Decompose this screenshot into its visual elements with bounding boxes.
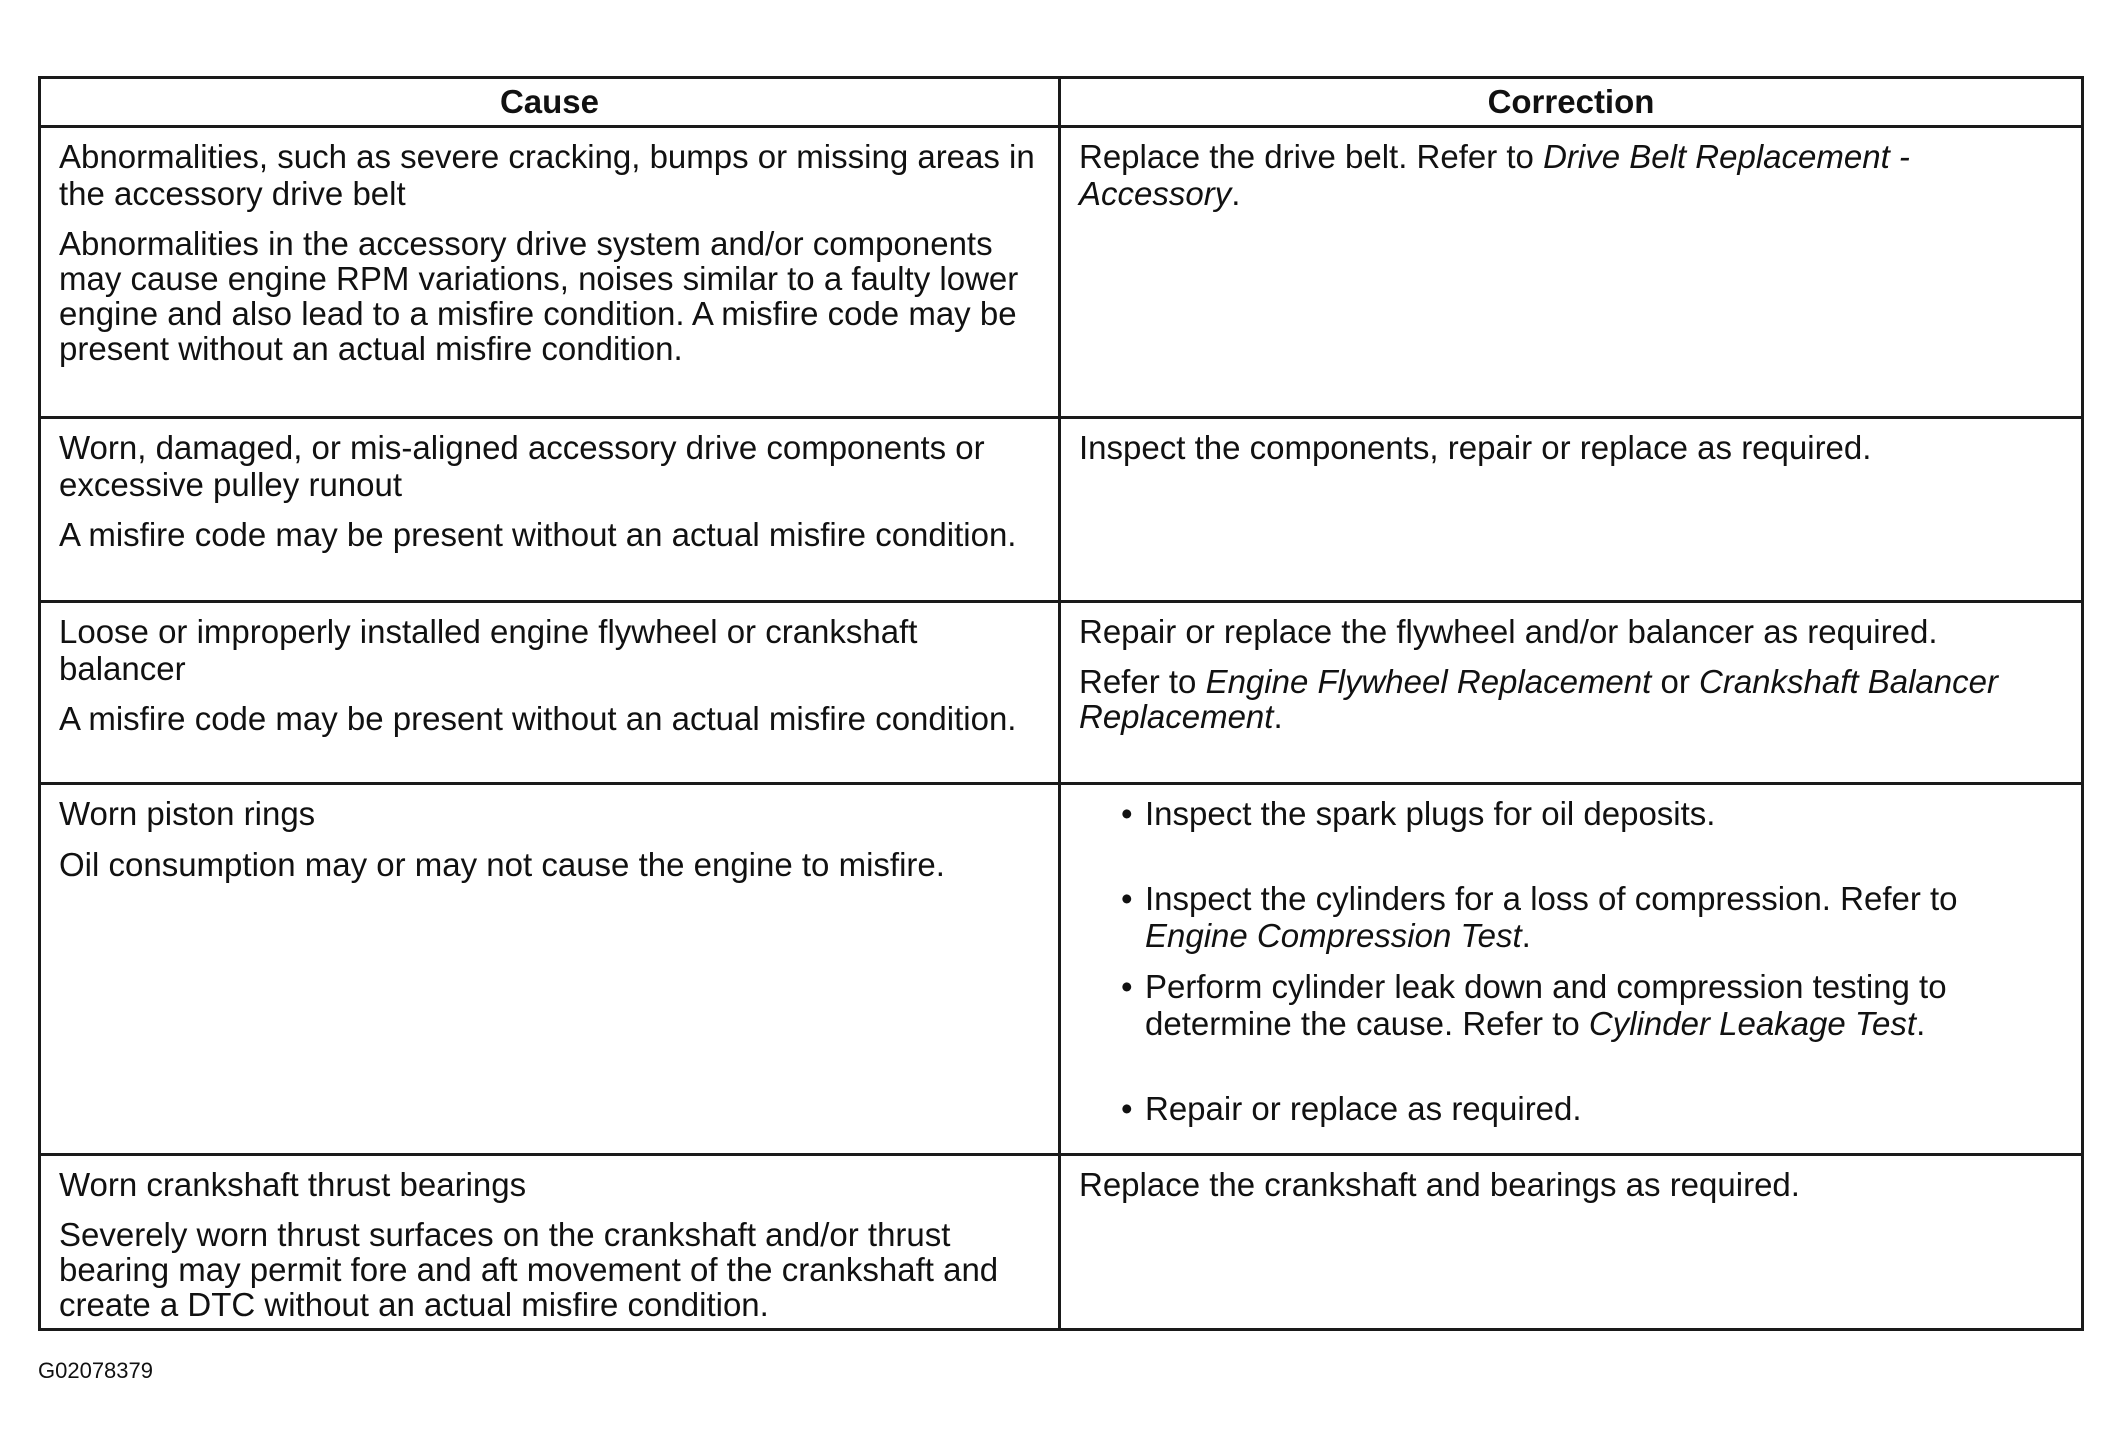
cause-note: A misfire code may be present without an actual misfire condition.	[59, 700, 1017, 737]
correction-text-end: .	[1273, 698, 1283, 735]
correction-cell	[1060, 418, 2083, 602]
bullet-text-end: .	[1916, 1005, 1926, 1042]
correction-cell	[1060, 1155, 2083, 1330]
cause-cell	[40, 127, 1060, 418]
cause-cell	[40, 1155, 1060, 1330]
cause-cell	[40, 602, 1060, 784]
bullet-text: Repair or replace as required.	[1145, 1090, 1582, 1127]
header-row	[40, 78, 2083, 127]
correction-bullet-list	[1079, 795, 2063, 1127]
figure-id: G02078379	[38, 1358, 153, 1383]
bullet-item	[1121, 795, 2063, 832]
correction-text-lead: Replace the drive belt. Refer to	[1079, 138, 1544, 175]
correction-cell	[1060, 602, 2083, 784]
bullet-text-end: .	[1521, 917, 1531, 954]
cause-correction-table	[38, 76, 2084, 1331]
correction-refer	[1079, 664, 2063, 734]
cause-title: Worn crankshaft thrust bearings	[59, 1166, 527, 1203]
cause-title: Worn, damaged, or mis-aligned accessory drive components or excessive pulley runout	[59, 429, 985, 503]
correction-reference: Engine Flywheel Replacement	[1205, 663, 1652, 700]
cause-note: Oil consumption may or may not cause the engine to misfire.	[59, 846, 945, 883]
cause-title: Loose or improperly installed engine flywheel or crankshaft balancer	[59, 613, 918, 687]
correction-text: Inspect the components, repair or replace as required.	[1079, 429, 1872, 466]
table-row	[40, 1155, 2083, 1330]
bullet-text: Inspect the spark plugs for oil deposits.	[1145, 795, 1716, 832]
correction-reference: Crankshaft Balancer Replacement	[1079, 663, 1998, 735]
cause-note: Abnormalities in the accessory drive system and/or components may cause engine RPM variations, noises similar to a faulty lower engine and also lead to a misfire condition. A misfire code may be present without an actual misfire condition.	[59, 225, 1019, 367]
cause-note: Severely worn thrust surfaces on the crankshaft and/or thrust bearing may permit fore and aft movement of the crankshaft and create a DTC without an actual misfire condition.	[59, 1216, 999, 1323]
correction-text: Replace the crankshaft and bearings as required.	[1079, 1166, 1800, 1203]
bullet-item	[1121, 1090, 2063, 1127]
cause-cell	[40, 418, 1060, 602]
cause-title: Abnormalities, such as severe cracking, bumps or missing areas in the accessory drive belt	[59, 138, 1035, 212]
correction-reference: Cylinder Leakage Test	[1588, 1005, 1917, 1042]
cause-title: Worn piston rings	[59, 795, 316, 832]
correction-or: or	[1651, 663, 1699, 700]
bullet-text: Perform cylinder leak down and compression testing to determine the cause. Refer to	[1145, 968, 1947, 1042]
correction-text-end: .	[1231, 175, 1241, 212]
correction-cell	[1060, 127, 2083, 418]
correction-refer-prefix: Refer to	[1079, 663, 1206, 700]
table-row	[40, 602, 2083, 784]
correction-reference: Engine Compression Test	[1145, 917, 1522, 954]
correction-reference: Drive Belt Replacement - Accessory	[1079, 138, 1910, 212]
table-row	[40, 127, 2083, 418]
header-cause: Cause	[40, 78, 1060, 127]
bullet-text: Inspect the cylinders for a loss of compression. Refer to	[1145, 880, 1958, 917]
correction-text: Repair or replace the flywheel and/or balancer as required.	[1079, 613, 1938, 650]
cause-note: A misfire code may be present without an actual misfire condition.	[59, 516, 1017, 553]
table-row	[40, 418, 2083, 602]
correction-cell	[1060, 784, 2083, 1155]
cause-cell	[40, 784, 1060, 1155]
header-correction: Correction	[1060, 78, 2083, 127]
bullet-item	[1121, 968, 2063, 1042]
bullet-item	[1121, 880, 2063, 954]
table-row	[40, 784, 2083, 1155]
correction-text	[1079, 138, 2063, 212]
